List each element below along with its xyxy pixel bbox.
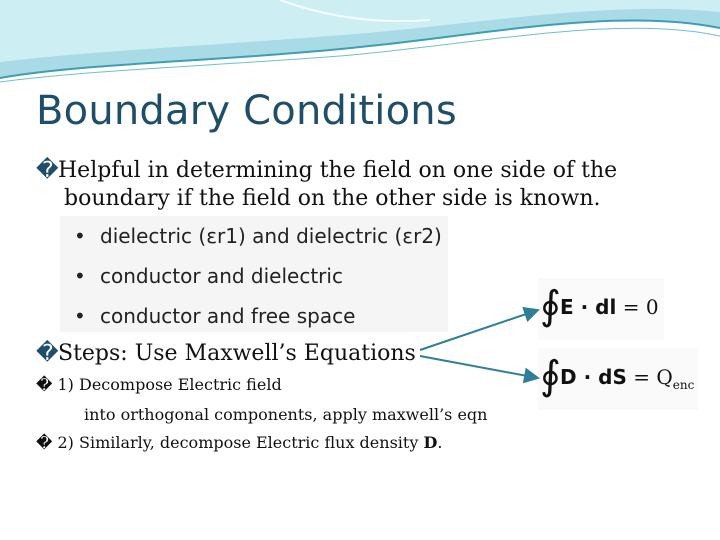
step-1 (36, 375, 282, 395)
bullet-marker-icon: � (36, 158, 59, 183)
step-1-line1: 1) Decompose Electric field (57, 375, 282, 394)
equation-faraday (538, 278, 664, 340)
equation-faraday-expression (560, 295, 659, 319)
step-marker-icon: � (36, 375, 53, 394)
step-2-end: . (437, 433, 443, 452)
bullet-helpful-line1: Helpful in determining the field on one side of the (58, 158, 618, 183)
sub-bullet-dot-icon: • (74, 224, 86, 248)
equation-gauss (538, 348, 698, 410)
sub-bullet-list (60, 216, 448, 332)
arrow-to-gauss-equation (420, 356, 538, 378)
step-1-line2: into orthogonal components, apply maxwell’s eqn (84, 405, 488, 424)
sub-bullet-dielectric-dielectric (74, 224, 442, 248)
equation-lhs: D · dS (560, 365, 627, 389)
equation-gauss-expression (560, 365, 694, 392)
equation-lhs: E · dl (560, 295, 617, 319)
sub-bullet-label: conductor and dielectric (100, 264, 343, 288)
sub-bullet-label: conductor and free space (100, 304, 356, 328)
contour-integral-icon: ∮ (540, 353, 561, 399)
equation-rhs-subscript: enc (672, 378, 695, 392)
header-wave-decoration (0, 0, 720, 90)
contour-integral-icon: ∮ (540, 283, 561, 329)
step-2-text: 2) Similarly, decompose Electric flux density (57, 433, 424, 452)
slide-title: Boundary Conditions (36, 88, 457, 134)
step-2-bold-symbol: D (423, 433, 438, 452)
step-2 (36, 433, 442, 453)
bullet-steps-text: Steps: Use Maxwell’s Equations (58, 341, 416, 366)
equation-rhs: = 0 (622, 295, 659, 319)
step-marker-icon: � (36, 433, 53, 452)
equation-rhs: = Q (633, 365, 673, 389)
sub-bullet-dot-icon: • (74, 264, 86, 288)
bullet-helpful-line2: boundary if the field on the other side is known. (64, 186, 601, 211)
sub-bullet-conductor-free-space (74, 304, 355, 328)
bullet-helpful (36, 157, 646, 213)
bullet-marker-icon: � (36, 341, 59, 366)
sub-bullet-conductor-dielectric (74, 264, 343, 288)
sub-bullet-label: dielectric (εr1) and dielectric (εr2) (100, 224, 442, 248)
sub-bullet-dot-icon: • (74, 304, 86, 328)
bullet-steps (36, 340, 416, 368)
